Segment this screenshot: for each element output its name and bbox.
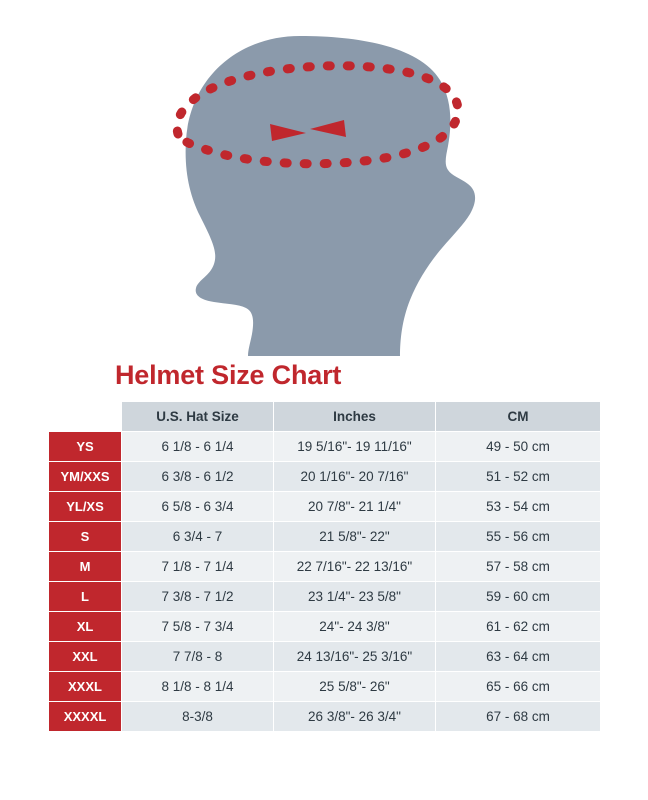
hat-size-value: 7 3/8 - 7 1/2 — [122, 582, 274, 612]
table-row — [49, 432, 601, 462]
size-label: M — [49, 552, 122, 582]
hat-size-value: 6 3/8 - 6 1/2 — [122, 462, 274, 492]
column-header-size — [49, 402, 122, 432]
cm-value: 53 - 54 cm — [436, 492, 601, 522]
size-label: S — [49, 522, 122, 552]
column-header-cm: CM — [436, 402, 601, 432]
size-label: YS — [49, 432, 122, 462]
page-title: Helmet Size Chart — [115, 360, 342, 390]
inches-value: 24 13/16"- 25 3/16" — [274, 642, 436, 672]
cm-value: 65 - 66 cm — [436, 672, 601, 702]
inches-value: 22 7/16"- 22 13/16" — [274, 552, 436, 582]
cm-value: 61 - 62 cm — [436, 612, 601, 642]
inches-value: 19 5/16"- 19 11/16" — [274, 432, 436, 462]
hat-size-value: 6 5/8 - 6 3/4 — [122, 492, 274, 522]
inches-value: 25 5/8"- 26" — [274, 672, 436, 702]
hat-size-value: 7 1/8 - 7 1/4 — [122, 552, 274, 582]
table-row — [49, 462, 601, 492]
table-body — [49, 432, 601, 732]
inches-value: 24"- 24 3/8" — [274, 612, 436, 642]
hat-size-value: 8 1/8 - 8 1/4 — [122, 672, 274, 702]
table-row — [49, 492, 601, 522]
size-label: XXXL — [49, 672, 122, 702]
size-label: YL/XS — [49, 492, 122, 522]
size-chart-container — [0, 401, 648, 732]
helmet-size-table — [48, 401, 601, 732]
inches-value: 20 1/16"- 20 7/16" — [274, 462, 436, 492]
size-label: XL — [49, 612, 122, 642]
hat-size-value: 8-3/8 — [122, 702, 274, 732]
table-row — [49, 642, 601, 672]
table-row — [49, 582, 601, 612]
inches-value: 26 3/8"- 26 3/4" — [274, 702, 436, 732]
table-row — [49, 672, 601, 702]
hat-size-value: 7 7/8 - 8 — [122, 642, 274, 672]
cm-value: 57 - 58 cm — [436, 552, 601, 582]
cm-value: 55 - 56 cm — [436, 522, 601, 552]
table-row — [49, 702, 601, 732]
cm-value: 51 - 52 cm — [436, 462, 601, 492]
size-label: L — [49, 582, 122, 612]
table-header-row — [49, 402, 601, 432]
table-header — [49, 402, 601, 432]
column-header-inches: Inches — [274, 402, 436, 432]
table-row — [49, 522, 601, 552]
hat-size-value: 7 5/8 - 7 3/4 — [122, 612, 274, 642]
inches-value: 23 1/4"- 23 5/8" — [274, 582, 436, 612]
hat-size-value: 6 1/8 - 6 1/4 — [122, 432, 274, 462]
inches-value: 20 7/8"- 21 1/4" — [274, 492, 436, 522]
cm-value: 67 - 68 cm — [436, 702, 601, 732]
size-label: YM/XXS — [49, 462, 122, 492]
table-row — [49, 552, 601, 582]
size-label: XXL — [49, 642, 122, 672]
hat-size-value: 6 3/4 - 7 — [122, 522, 274, 552]
table-row — [49, 612, 601, 642]
column-header-us-hat-size: U.S. Hat Size — [122, 402, 274, 432]
head-measurement-illustration — [0, 0, 648, 360]
cm-value: 59 - 60 cm — [436, 582, 601, 612]
cm-value: 49 - 50 cm — [436, 432, 601, 462]
cm-value: 63 - 64 cm — [436, 642, 601, 672]
inches-value: 21 5/8"- 22" — [274, 522, 436, 552]
size-label: XXXXL — [49, 702, 122, 732]
